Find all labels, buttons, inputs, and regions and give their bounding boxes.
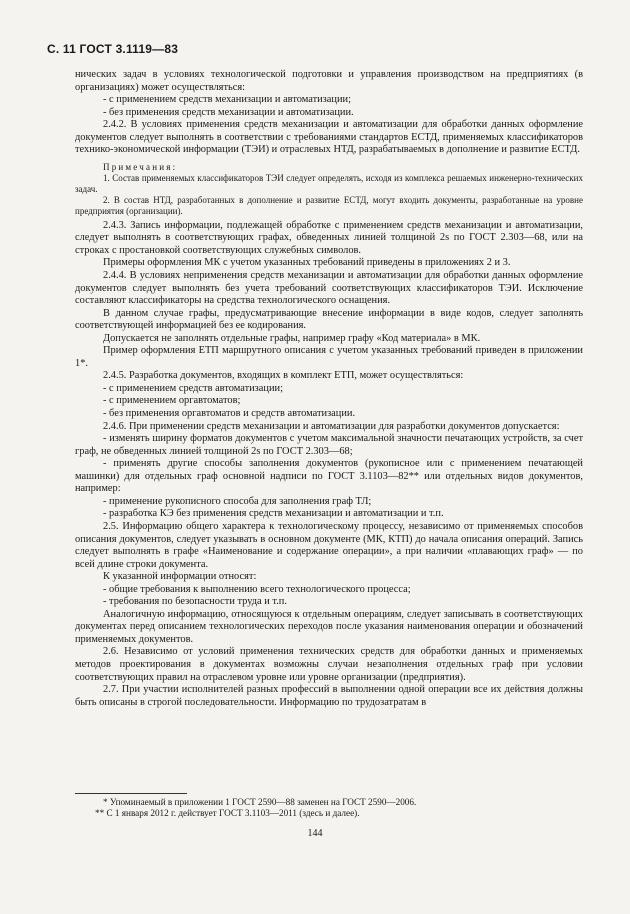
footnote-2: ** С 1 января 2012 г. действует ГОСТ 3.1103—2011 (здесь и далее). bbox=[95, 808, 360, 818]
paragraph: - с применением средств механизации и автоматизации; bbox=[103, 94, 351, 106]
paragraph: В данном случае графы, предусматривающие внесение информации в виде кодов, следует заполнять соответствующей информацией без ее кодирования. bbox=[75, 307, 583, 332]
paragraph: нических задач в условиях технологической подготовки и управления производством на предприятиях (в организациях) может осуществляться: bbox=[75, 69, 583, 93]
footnote-1: * Упоминаемый в приложении 1 ГОСТ 2590—88 заменен на ГОСТ 2590—2006. bbox=[103, 797, 417, 807]
page-number: 144 bbox=[307, 828, 323, 839]
paragraph: - с применением оргавтоматов; bbox=[103, 395, 241, 407]
paragraph: - требования по безопасности труда и т.п. bbox=[103, 596, 287, 608]
paragraph: Аналогичную информацию, относящуюся к отдельным операциям, следует записывать в соответствующих документах перед описанием технологических переходов после указания наименования операции и обозначений применяемых документов. bbox=[75, 608, 583, 645]
paragraph: Примечания: bbox=[103, 161, 178, 172]
paragraph: Примеры оформления МК с учетом указанных требований приведены в приложениях 2 и 3. bbox=[103, 257, 511, 269]
paragraph: - с применением средств автоматизации; bbox=[103, 382, 283, 394]
paragraph: 2.5. Информацию общего характера к технологическому процессу, независимо от применяемых способов описания документов, следует указывать в основном документе (МК, КТП) до начала описания операций. Запись следует выполнять в графе «Наименование и содержание операции», а при наличии «плавающих граф» — по всей длине строки документа. bbox=[75, 520, 583, 570]
paragraph: 2.4.4. В условиях неприменения средств механизации и автоматизации для обработки данных оформление документов следует выполнять без учета требований соответствующих классификаторов ТЭИ. Исключение составляют классификаторы на средства технологического оснащения. bbox=[75, 270, 583, 307]
footnote-separator bbox=[75, 793, 187, 794]
paragraph: - без применения средств механизации и автоматизации. bbox=[103, 106, 354, 118]
page-header: С. 11 ГОСТ 3.1119—83 bbox=[47, 42, 179, 56]
paragraph: 2.4.6. При применении средств механизации и автоматизации для разработки документов допускается: bbox=[103, 420, 560, 432]
paragraph: 2.7. При участии исполнителей разных профессий в выполнении одной операции все их действия должны быть описаны в строгой последовательности. Информацию по трудозатратам в bbox=[75, 684, 583, 708]
paragraph: 2.4.5. Разработка документов, входящих в комплект ЕТП, может осуществляться: bbox=[103, 370, 464, 382]
paragraph: - разработка КЭ без применения средств механизации и автоматизации и т.п. bbox=[103, 508, 444, 520]
paragraph: - без применения оргавтоматов и средств автоматизации. bbox=[103, 408, 356, 420]
paragraph: - общие требования к выполнению всего технологического процесса; bbox=[103, 583, 411, 595]
paragraph: 2.6. Независимо от условий применения технических средств для обработки данных и применяемых методов проектирования в документах возможны случаи незаполнения отдельных граф при условии соответствующих правил на отраслевом уровне или уровне организации (предприятия). bbox=[75, 646, 583, 683]
paragraph: 1. Состав применяемых классификаторов ТЭИ следует определять, исходя из комплекса решаемых инженерно-технических задач. bbox=[75, 172, 583, 194]
paragraph: К указанной информации относят: bbox=[103, 571, 257, 583]
paragraph: - применение рукописного способа для заполнения граф ТЛ; bbox=[103, 495, 372, 507]
paragraph: Допускается не заполнять отдельные графы, например графу «Код материала» в МК. bbox=[103, 332, 481, 344]
paragraph: 2.4.3. Запись информации, подлежащей обработке с применением средств механизации и автоматизации, следует выполнять в соответствующих графах, обведенных линией толщиной 2s по ГОСТ 2.303—68, или на строках с простановкой соответствующих служебных символов. bbox=[75, 219, 583, 256]
paragraph: - изменять ширину форматов документов с учетом максимальной значности печатающих устройств, за счет граф, не обведенных линией толщиной 2s по ГОСТ 2.303—68; bbox=[75, 433, 583, 457]
paragraph: 2.4.2. В условиях применения средств механизации и автоматизации для обработки данных оформление документов следует выполнять в соответствии с требованиями стандартов ЕСТД, применяемых классификаторов технико-экономической информации (ТЭИ) и отраслевых НТД, разрабатываемых в дополнение и развитие ЕСТД. bbox=[75, 119, 583, 156]
document-body bbox=[75, 69, 583, 709]
paragraph: Пример оформления ЕТП маршрутного описания с учетом указанных требований приведен в приложении 1*. bbox=[75, 345, 583, 369]
paragraph: 2. В состав НТД, разработанных в дополнение и развитие ЕСТД, могут входить документы, разработанные на уровне предприятия (организации). bbox=[75, 194, 583, 216]
paragraph: - применять другие способы заполнения документов (рукописное или с применением печатающей машинки) для отдельных граф основной надписи по ГОСТ 3.1103—82** или отдельных видов документов, например: bbox=[75, 458, 583, 495]
